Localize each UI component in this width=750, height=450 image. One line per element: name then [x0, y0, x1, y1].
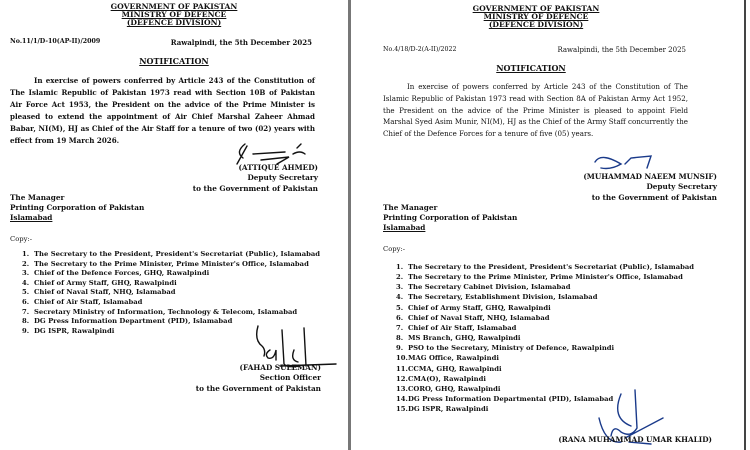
signatory-designation: Deputy Secretary [247, 173, 318, 183]
list-item: 7. Secretary Ministry of Information, Technology & Telecom, Islamabad [22, 307, 298, 316]
addressee-line: The Manager [383, 203, 438, 212]
signatory-block [193, 163, 318, 194]
addressee-block [383, 203, 517, 233]
letterhead [356, 5, 716, 29]
list-item: 14.DG Press Information Departmental (PID), Islamabad [396, 395, 614, 404]
section-officer-block [196, 363, 321, 394]
signatory-designation: Deputy Secretary [646, 182, 717, 192]
notification-text: In exercise of powers conferred by Article 243 of the Constitution of The Islamic Republic of Pakistan 1973 read with Section 8A of Pakistan Army Act 1952, the President on the advice of the Prime Minister is pleased to appoint Field Marshal Syed Asim Munir, NI(M), HJ as the Chief of the Army Staff concurrently the Chief of the Defence Forces for a tenure of five (05) years. [383, 82, 688, 139]
copy-label: Copy:- [383, 245, 406, 253]
list-item: 6. Chief of Naval Staff, NHQ, Islamabad [396, 313, 550, 322]
notification-body [10, 75, 315, 147]
notification-body [383, 81, 688, 140]
signatory-name: (FAHAD SULEMAN) [239, 363, 321, 372]
page-border [744, 0, 746, 450]
list-item: 1. The Secretary to the President, President's Secretariat (Public), Islamabad [22, 250, 321, 258]
list-item: 11.CCMA, GHQ, Rawalpindi [396, 364, 502, 373]
signatory-block-2 [558, 435, 712, 445]
air-chief-notification-page [0, 0, 348, 450]
addressee-line: Islamabad [383, 223, 426, 232]
list-item: 5. Chief of Army Staff, GHQ, Rawalpindi [396, 303, 551, 312]
notification-title: NOTIFICATION [139, 56, 209, 66]
signatory-designation: Section Officer [259, 373, 321, 383]
copy-label: Copy:- [10, 235, 33, 243]
letterhead-line: GOVERNMENT OF PAKISTAN [472, 4, 600, 13]
list-item: 2. The Secretary to the Prime Minister, Prime Minister's Office, Islamabad [22, 259, 309, 268]
list-item: 12.CMA(O), Rawalpindi [396, 374, 486, 383]
letterhead-line: GOVERNMENT OF PAKISTAN [110, 2, 238, 11]
list-item: 13.CORO, GHQ, Rawalpindi [396, 384, 501, 393]
reference-number: No.4/18/D-2(A-II)/2022 [383, 46, 457, 53]
letterhead-line: (DEFENCE DIVISION) [126, 18, 222, 27]
list-item: 2. The Secretary to the Prime Minister, Prime Minister's Office, Islamabad [396, 273, 683, 282]
list-item: 8. DG Press Information Department (PID), Islamabad [22, 317, 233, 326]
letterhead-line: MINISTRY OF DEFENCE [483, 12, 589, 21]
addressee-line: Printing Corporation of Pakistan [383, 213, 518, 222]
signatory-org: to the Government of Pakistan [195, 383, 321, 393]
signature-image [591, 150, 661, 174]
list-item: 9. DG ISPR, Rawalpindi [22, 326, 115, 335]
letterhead [0, 3, 348, 27]
notification-title: NOTIFICATION [496, 63, 566, 73]
signatory-org: to the Government of Pakistan [192, 183, 318, 193]
page-divider [348, 0, 351, 450]
list-item: 7. Chief of Air Staff, Islamabad [396, 323, 517, 332]
signatory-block [583, 172, 717, 203]
list-item: 5. Chief of Naval Staff, NHQ, Islamabad [22, 288, 176, 297]
addressee-line: Islamabad [10, 213, 53, 222]
reference-number: No.11/1/D-10(AP-II)/2009 [10, 38, 101, 45]
signatory-name: (RANA MUHAMMAD UMAR KHALID) [558, 435, 712, 444]
army-chief-notification-page [356, 0, 746, 450]
list-item: 10.MAG Office, Rawalpindi [396, 354, 499, 363]
addressee-line: The Manager [10, 193, 65, 202]
list-item: 3. Chief of the Defence Forces, GHQ, Rawalpindi [22, 269, 210, 278]
place-date: Rawalpindi, the 5th December 2025 [170, 38, 312, 47]
list-item: 4. The Secretary, Establishment Division, Islamabad [396, 293, 598, 302]
list-item: 8. MS Branch, GHQ, Rawalpindi [396, 334, 521, 343]
list-item: 3. The Secretary Cabinet Division, Islamabad [396, 283, 571, 292]
list-item: 6. Chief of Air Staff, Islamabad [22, 297, 143, 306]
addressee-block [10, 193, 144, 223]
place-date: Rawalpindi, the 5th December 2025 [557, 46, 686, 54]
signatory-name: (MUHAMMAD NAEEM MUNSIF) [583, 172, 717, 181]
list-item: 1. The Secretary to the President, President's Secretariat (Public), Islamabad [396, 263, 695, 271]
addressee-line: Printing Corporation of Pakistan [10, 203, 145, 212]
list-item: 4. Chief of Army Staff, GHQ, Rawalpindi [22, 278, 177, 287]
signatory-name: (ATTIQUE AHMED) [238, 163, 318, 172]
letterhead-line: MINISTRY OF DEFENCE [121, 10, 227, 19]
signatory-org: to the Government of Pakistan [591, 192, 717, 202]
list-item: 15.DG ISPR, Rawalpindi [396, 405, 489, 414]
letterhead-line: (DEFENCE DIVISION) [488, 20, 584, 29]
notification-text: In exercise of powers conferred by Article 243 of the Constitution of The Islamic Republic of Pakistan 1973 read with Section 10B of Pakistan Air Force Act 1953, the President on the advice of the Prime Minister is pleased to extend the appointment of Air Chief Marshal Zaheer Ahmad Babar, NI(M), HJ as Chief of the Air Staff for a tenure of two (02) years with effect from 19 March 2026. [10, 76, 315, 145]
list-item: 9. PSO to the Secretary, Ministry of Defence, Rawalpindi [396, 344, 615, 353]
